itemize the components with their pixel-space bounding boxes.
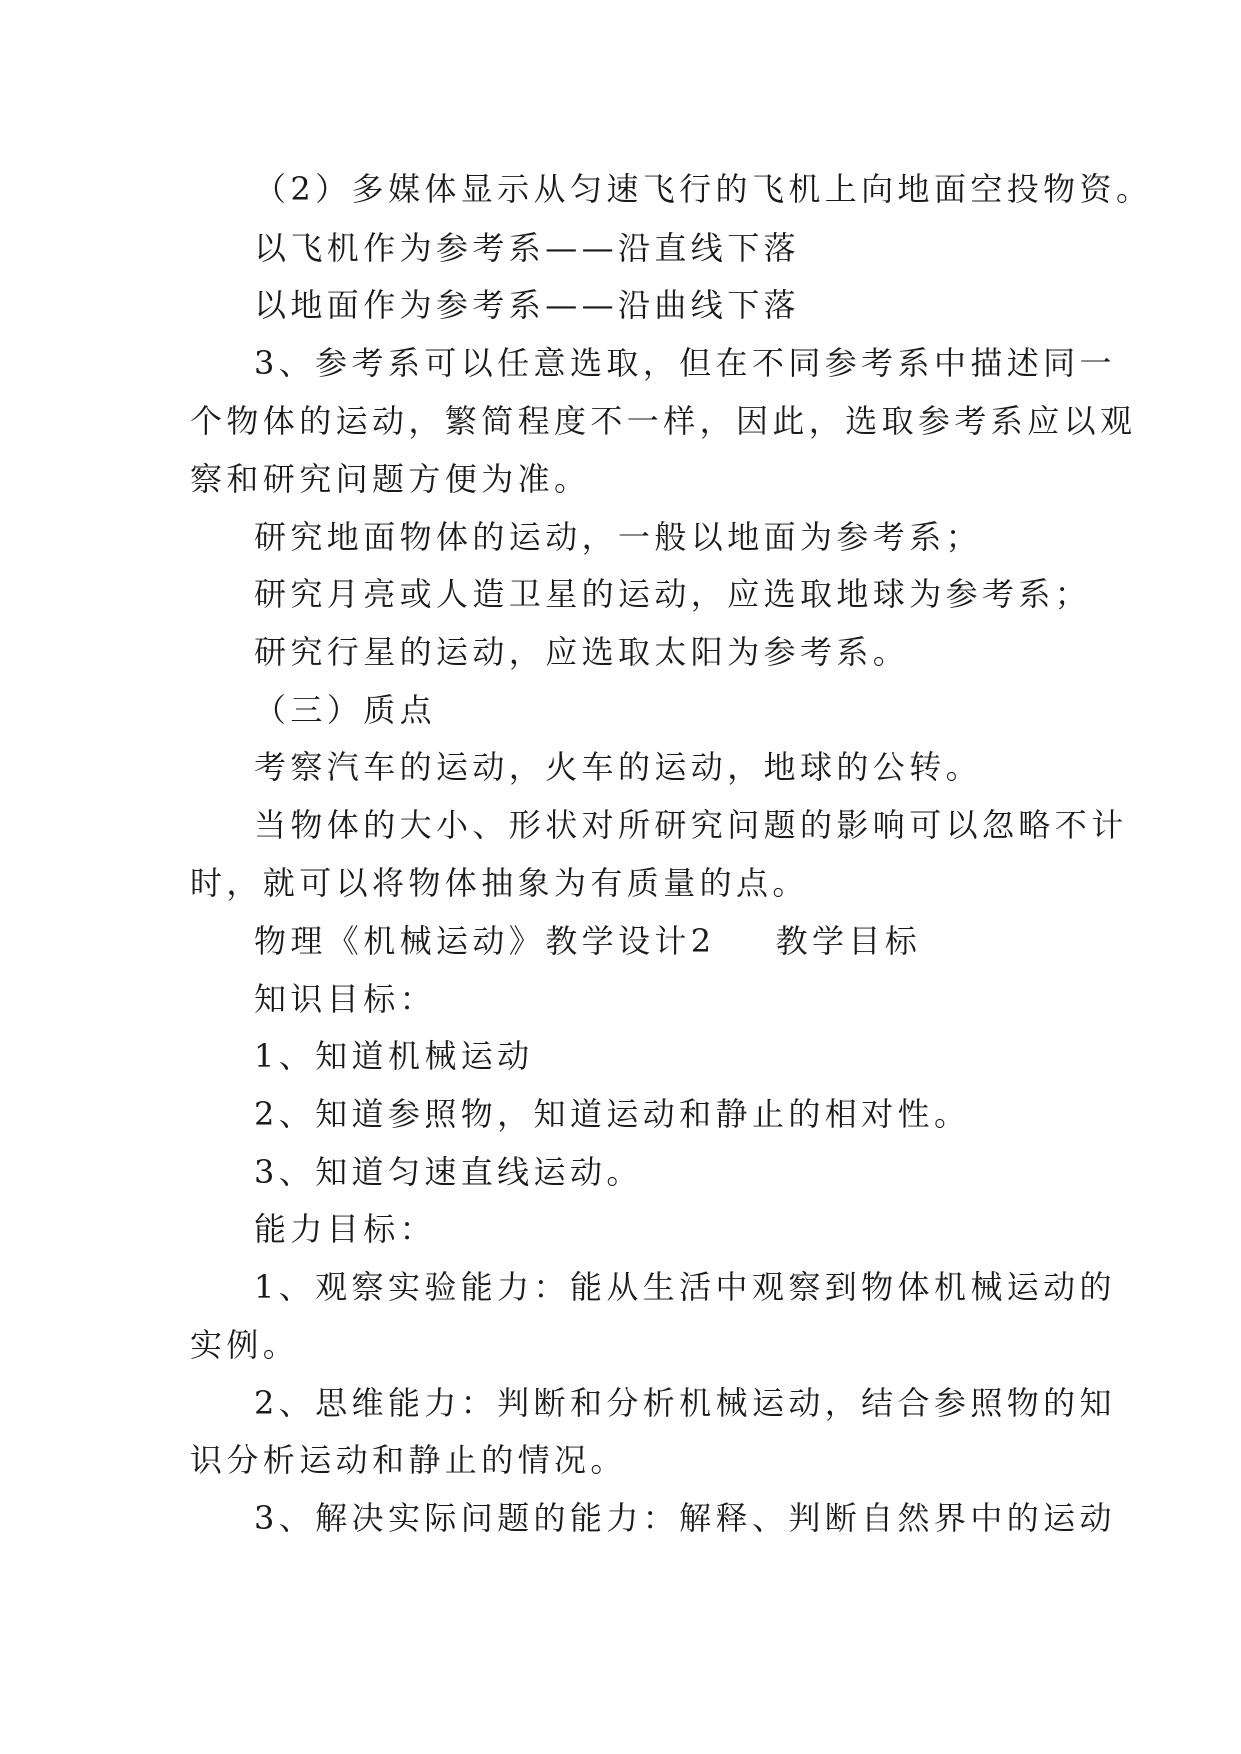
paragraph-line: 2、知道参照物，知道运动和静止的相对性。 — [254, 1095, 971, 1133]
paragraph-line: 考察汽车的运动，火车的运动，地球的公转。 — [254, 748, 983, 786]
paragraph-line: （2）多媒体显示从匀速飞行的飞机上向地面空投物资。 — [254, 170, 1153, 208]
paragraph-line: 研究行星的运动，应选取太阳为参考系。 — [254, 633, 910, 671]
paragraph-line: 研究地面物体的运动，一般以地面为参考系； — [254, 518, 983, 556]
paragraph-line: 识分析运动和静止的情况。 — [190, 1441, 627, 1479]
paragraph-line: 1、观察实验能力：能从生活中观察到物体机械运动的 — [254, 1268, 1116, 1306]
paragraph-line: 实例。 — [190, 1326, 300, 1364]
paragraph-line: 3、知道匀速直线运动。 — [254, 1153, 643, 1191]
paragraph-line: 研究月亮或人造卫星的运动，应选取地球为参考系； — [254, 575, 1092, 613]
paragraph-line: 3、解决实际问题的能力：解释、判断自然界中的运动 — [254, 1499, 1116, 1537]
paragraph-line: 2、思维能力：判断和分析机械运动，结合参照物的知 — [254, 1384, 1116, 1422]
section-heading: （三）质点 — [254, 691, 437, 729]
paragraph-line: 以飞机作为参考系——沿直线下落 — [254, 229, 801, 267]
paragraph-line: 1、知道机械运动 — [254, 1037, 534, 1075]
document-title-line — [254, 921, 1074, 961]
paragraph-line: 察和研究问题方便为准。 — [190, 460, 591, 498]
section-heading: 知识目标： — [254, 980, 437, 1018]
paragraph-line: 个物体的运动，繁简程度不一样，因此，选取参考系应以观 — [190, 402, 1137, 440]
paragraph-line: 时，就可以将物体抽象为有质量的点。 — [190, 864, 809, 902]
paragraph-line: 3、参考系可以任意选取，但在不同参考系中描述同一 — [254, 344, 1116, 382]
teaching-goals-heading: 教学目标 — [775, 922, 922, 960]
section-heading: 能力目标： — [254, 1210, 437, 1248]
paragraph-line: 当物体的大小、形状对所研究问题的影响可以忽略不计 — [254, 806, 1128, 844]
document-title: 物理《机械运动》教学设计2 — [254, 922, 716, 960]
paragraph-line: 以地面作为参考系——沿曲线下落 — [254, 286, 801, 324]
